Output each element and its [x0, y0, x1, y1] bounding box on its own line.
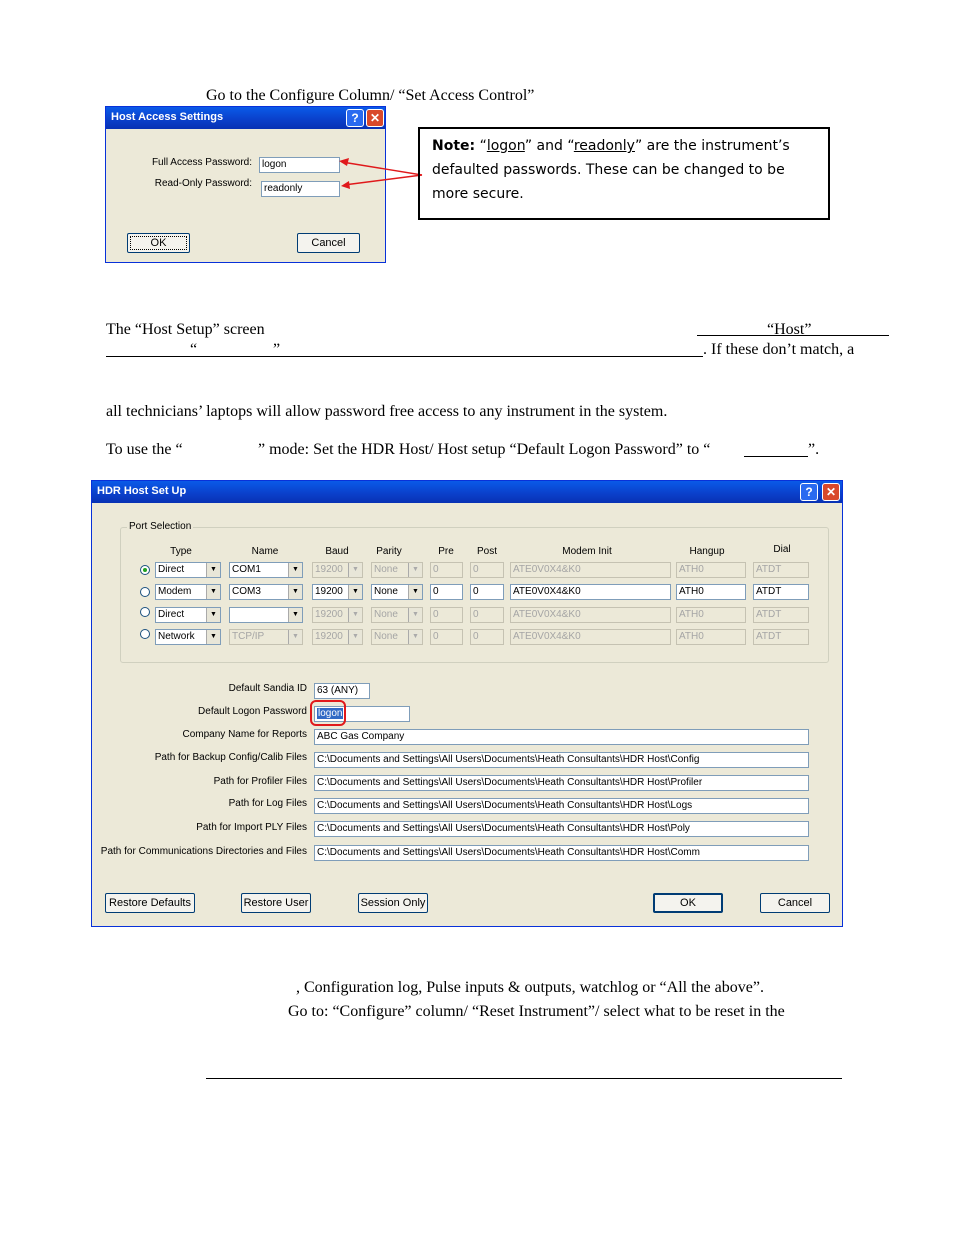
comm-path-input[interactable]: C:\Documents and Settings\All Users\Documents\Heath Consultants\HDR Host\Comm	[314, 845, 809, 861]
port-selection-title: Port Selection	[129, 521, 192, 532]
port-baud-field[interactable]	[312, 607, 363, 623]
quote-open: “	[190, 341, 198, 358]
highlight-circle	[310, 700, 346, 726]
log-path-label: Path for Log Files	[228, 798, 307, 809]
port-parity-value: None	[374, 564, 398, 575]
port-pre-value: 0	[433, 564, 439, 575]
port-modem-init-field[interactable]	[510, 607, 671, 623]
dialog-title: HDR Host Set Up	[97, 485, 187, 497]
ply-path-input[interactable]: C:\Documents and Settings\All Users\Documents\Heath Consultants\HDR Host\Poly	[314, 821, 809, 837]
port-dial-field[interactable]	[753, 607, 809, 623]
sandia-id-input[interactable]: 63 (ANY)	[314, 683, 370, 699]
port-type-field[interactable]	[155, 607, 221, 623]
port-name-value: COM3	[232, 586, 261, 597]
chevron-down-icon[interactable]: ▼	[288, 563, 302, 577]
port-pre-field[interactable]	[430, 607, 463, 623]
help-icon[interactable]: ?	[346, 109, 364, 127]
port-name-field[interactable]	[229, 607, 303, 623]
port-baud-field[interactable]	[312, 584, 363, 600]
port-dial-value: ATDT	[756, 631, 782, 642]
use-mode-text-c: ”.	[808, 441, 820, 458]
restore-user-button[interactable]: Restore User	[241, 893, 311, 913]
note-bold: Note:	[432, 138, 476, 154]
note-text: ” are the instrument’s	[634, 138, 790, 154]
chevron-down-icon[interactable]: ▼	[348, 585, 362, 599]
chevron-down-icon[interactable]: ▼	[348, 608, 362, 622]
ok-button[interactable]: OK	[127, 233, 190, 253]
backup-path-label: Path for Backup Config/Calib Files	[154, 752, 307, 763]
column-header: Modem Init	[562, 546, 612, 557]
chevron-down-icon[interactable]: ▼	[408, 608, 422, 622]
port-modem-init-value: ATE0V0X4&K0	[513, 564, 581, 575]
port-parity-value: None	[374, 631, 398, 642]
port-baud-field[interactable]	[312, 629, 363, 645]
arrow-line-read-only	[344, 175, 422, 185]
backup-path-input[interactable]: C:\Documents and Settings\All Users\Documents\Heath Consultants\HDR Host\Config	[314, 752, 809, 768]
full-access-label: Full Access Password:	[151, 157, 252, 168]
port-baud-value: 19200	[315, 564, 343, 575]
log-path-input[interactable]: C:\Documents and Settings\All Users\Documents\Heath Consultants\HDR Host\Logs	[314, 798, 809, 814]
port-modem-init-field[interactable]	[510, 629, 671, 645]
column-header: Post	[476, 546, 498, 557]
chevron-down-icon[interactable]: ▼	[408, 630, 422, 644]
chevron-down-icon[interactable]: ▼	[206, 563, 220, 577]
port-hangup-field[interactable]	[676, 584, 746, 600]
port-radio[interactable]	[140, 629, 150, 639]
column-header: Baud	[325, 546, 349, 557]
port-parity-field[interactable]	[371, 629, 423, 645]
note-line-1	[432, 134, 790, 158]
column-header: Type	[170, 546, 192, 557]
chevron-down-icon[interactable]: ▼	[348, 630, 362, 644]
port-pre-value: 0	[433, 631, 439, 642]
port-pre-value: 0	[433, 609, 439, 620]
read-only-label: Read-Only Password:	[154, 178, 252, 189]
host-setup-text: The “Host Setup” screen	[106, 321, 265, 338]
port-modem-init-field[interactable]	[510, 562, 671, 578]
port-type-field[interactable]	[155, 562, 221, 578]
note-box	[418, 127, 830, 220]
note-readonly: readonly	[573, 138, 635, 154]
port-type-value: Network	[158, 631, 195, 642]
note-line-3: more secure.	[432, 186, 524, 202]
port-name-value: COM1	[232, 564, 261, 575]
reset-instructions-text: Go to: “Configure” column/ “Reset Instrument”/ select what to be reset in the	[288, 1003, 785, 1020]
dialog-titlebar[interactable]	[106, 107, 385, 129]
chevron-down-icon[interactable]: ▼	[408, 563, 422, 577]
port-post-value: 0	[473, 609, 479, 620]
port-type-value: Direct	[158, 609, 185, 620]
port-dial-field[interactable]	[753, 584, 809, 600]
chevron-down-icon[interactable]: ▼	[206, 585, 220, 599]
cancel-button[interactable]: Cancel	[760, 893, 830, 913]
ok-button[interactable]: OK	[653, 893, 723, 913]
dialog-title: Host Access Settings	[111, 111, 224, 123]
port-post-field[interactable]	[470, 584, 504, 600]
port-type-value: Direct	[158, 564, 185, 575]
arrow-line-full-access	[342, 162, 422, 175]
port-modem-init-field[interactable]	[510, 584, 671, 600]
note-logon: logon	[486, 138, 525, 154]
chevron-down-icon[interactable]: ▼	[288, 608, 302, 622]
port-post-field[interactable]	[470, 562, 504, 578]
port-hangup-field[interactable]	[676, 607, 746, 623]
chevron-down-icon[interactable]: ▼	[408, 585, 422, 599]
port-baud-value: 19200	[315, 631, 343, 642]
column-header: Parity	[376, 546, 402, 557]
port-radio[interactable]	[140, 587, 150, 597]
port-pre-field[interactable]	[430, 629, 463, 645]
note-line-2: defaulted passwords. These can be changed to be	[432, 162, 785, 178]
port-baud-value: 19200	[315, 586, 343, 597]
port-radio[interactable]	[140, 607, 150, 617]
port-pre-field[interactable]	[430, 584, 463, 600]
port-baud-field[interactable]	[312, 562, 363, 578]
port-type-value: Modem	[158, 586, 192, 597]
intro-text: Go to the Configure Column/ “Set Access Control”	[206, 87, 535, 104]
session-only-button[interactable]: Session Only	[358, 893, 428, 913]
port-hangup-field[interactable]	[676, 562, 746, 578]
arrow-head-read-only	[341, 181, 350, 189]
port-type-field[interactable]	[155, 629, 221, 645]
port-name-field[interactable]	[229, 584, 303, 600]
arrow-head-full-access	[339, 158, 349, 166]
hdr-host-setup-dialog	[91, 480, 843, 927]
port-parity-value: None	[374, 586, 398, 597]
column-header: Pre	[438, 546, 454, 557]
column-header: Name	[251, 546, 279, 557]
port-post-value: 0	[473, 564, 479, 575]
port-name-field[interactable]	[229, 629, 303, 645]
blank-line	[206, 1078, 842, 1079]
restore-defaults-button[interactable]: Restore Defaults	[105, 893, 195, 913]
port-name-field[interactable]	[229, 562, 303, 578]
port-hangup-value: ATH0	[679, 609, 704, 620]
laptops-text: all technicians’ laptops will allow password free access to any instrument in the system.	[106, 403, 668, 420]
port-dial-field[interactable]	[753, 562, 809, 578]
port-post-field[interactable]	[470, 629, 504, 645]
port-baud-value: 19200	[315, 609, 343, 620]
port-post-value: 0	[473, 586, 479, 597]
profiler-path-input[interactable]: C:\Documents and Settings\All Users\Documents\Heath Consultants\HDR Host\Profiler	[314, 775, 809, 791]
close-icon[interactable]: ✕	[822, 483, 840, 501]
company-name-input[interactable]: ABC Gas Company	[314, 729, 809, 745]
column-header: Dial	[773, 544, 791, 555]
port-type-field[interactable]	[155, 584, 221, 600]
note-text: “	[475, 138, 487, 154]
port-dial-value: ATDT	[756, 564, 782, 575]
blank-line	[744, 456, 808, 457]
read-only-password-input[interactable]: readonly	[261, 181, 340, 197]
chevron-down-icon[interactable]: ▼	[348, 563, 362, 577]
logon-password-value: logon	[318, 708, 343, 719]
port-dial-value: ATDT	[756, 586, 782, 597]
port-dial-field[interactable]	[753, 629, 809, 645]
port-modem-init-value: ATE0V0X4&K0	[513, 609, 581, 620]
quote-close: ”	[273, 341, 281, 358]
port-modem-init-value: ATE0V0X4&K0	[513, 631, 581, 642]
chevron-down-icon[interactable]: ▼	[288, 630, 302, 644]
note-arrows	[330, 150, 425, 195]
chevron-down-icon[interactable]: ▼	[206, 630, 220, 644]
use-mode-text-b: ” mode: Set the HDR Host/ Host setup “Default Logon Password” to “	[258, 441, 711, 458]
port-parity-value: None	[374, 609, 398, 620]
chevron-down-icon[interactable]: ▼	[206, 608, 220, 622]
port-parity-field[interactable]	[371, 584, 423, 600]
host-quote-text: “Host”	[767, 321, 812, 338]
port-hangup-field[interactable]	[676, 629, 746, 645]
port-name-value: TCP/IP	[232, 631, 265, 642]
chevron-down-icon[interactable]: ▼	[288, 585, 302, 599]
full-access-password-input[interactable]: logon	[259, 157, 340, 173]
profiler-path-label: Path for Profiler Files	[213, 776, 307, 787]
reset-options-text: , Configuration log, Pulse inputs & outputs, watchlog or “All the above”.	[296, 979, 764, 996]
cancel-button[interactable]: Cancel	[297, 233, 360, 253]
dialog-titlebar[interactable]	[92, 481, 842, 503]
close-icon[interactable]: ✕	[366, 109, 384, 127]
port-parity-field[interactable]	[371, 562, 423, 578]
column-header: Hangup	[689, 546, 725, 557]
comm-path-label: Path for Communications Directories and Files	[100, 846, 307, 857]
help-icon[interactable]: ?	[800, 483, 818, 501]
port-post-value: 0	[473, 631, 479, 642]
port-dial-value: ATDT	[756, 609, 782, 620]
port-post-field[interactable]	[470, 607, 504, 623]
port-pre-field[interactable]	[430, 562, 463, 578]
sandia-id-label: Default Sandia ID	[228, 683, 307, 694]
port-parity-field[interactable]	[371, 607, 423, 623]
ply-path-label: Path for Import PLY Files	[196, 822, 307, 833]
port-hangup-value: ATH0	[679, 564, 704, 575]
port-hangup-value: ATH0	[679, 631, 704, 642]
logon-password-label: Default Logon Password	[198, 706, 307, 717]
port-pre-value: 0	[433, 586, 439, 597]
company-name-label: Company Name for Reports	[182, 729, 307, 740]
port-radio[interactable]	[140, 565, 150, 575]
mismatch-text: . If these don’t match, a	[703, 341, 855, 358]
note-text: ” and “	[524, 138, 574, 154]
use-mode-text-a: To use the “	[106, 441, 183, 458]
port-modem-init-value: ATE0V0X4&K0	[513, 586, 581, 597]
port-hangup-value: ATH0	[679, 586, 704, 597]
